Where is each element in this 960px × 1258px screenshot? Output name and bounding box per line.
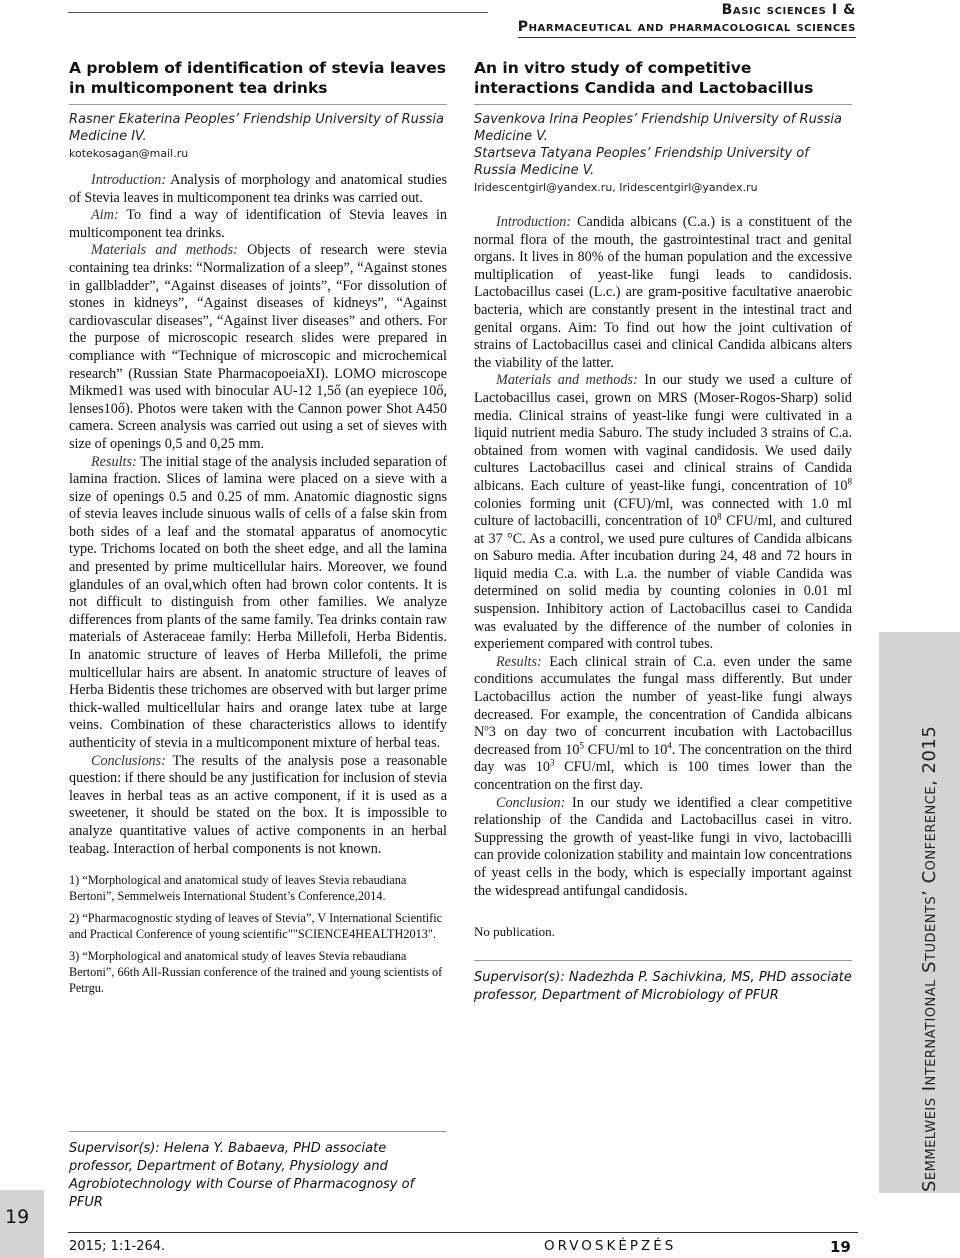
right-methods-text-b: colonies forming unit (CFU)/ml, was connected with 1.0 ml culture of lactobacilli, concentration of 10 xyxy=(474,495,852,530)
left-results-label: Results: xyxy=(91,453,137,470)
right-results-sup-3: 3 xyxy=(550,757,555,768)
left-methods xyxy=(69,242,447,453)
left-email: kotekosagan@mail.ru xyxy=(69,147,189,160)
right-intro-text: Candida albicans (C.a.) is a constituent of the normal flora of the mouth, the gastrointestinal tract and genital organs. It lives in 80% of the human population and the excessive multiplication of yeast-like fungi leads to candidosis. Lactobacillus casei (L.c.) are gram-positive facultative anaerobic bacteria, which are constantly present in the intestinal tract and genital organs. Aim: To find out how the joint cultivation of strains of Lactobacillus casei and clinical Candida albicans alters the viability of the latter. xyxy=(474,214,852,371)
right-author-1: Savenkova Irina Peoples’ Friendship University of Russia Medicine V. xyxy=(474,112,842,144)
left-supervisor: Supervisor(s): Helena Y. Babaeva, PHD associate professor, Department of Botany, Physiology and Agrobiotechnology with Course of Pharmacognosy of PFUR xyxy=(69,1131,447,1212)
right-results-label: Results: xyxy=(496,653,542,670)
left-results xyxy=(69,454,447,753)
right-results-text-c: CFU/ml to 10 xyxy=(583,741,668,758)
right-conclusion-text: In our study we identified a clear competitive relationship of the Candida and Lactobacillus casei in vitro. Suppressing the growth of yeast-like fungi in vivo, lactobacilli can provide colonization stability and maintain low concentrations of yeast cells in the body, which is especially important against the widespread antifungal candidosis. xyxy=(474,794,853,899)
right-article-title: An in vitro study of competitive interactions Candida and Lactobacillus xyxy=(474,59,814,97)
right-results-sup-4: 4 xyxy=(667,740,672,751)
left-article xyxy=(69,58,447,1002)
right-methods-text-c: CFU/ml, and cultured at 37 °C. As a control, we used pure cultures of Candida albicans on Saburo media. After incubation during 24, 48 and 72 hours in liquid media C.a. with L.a. the number of viable Candida was determined on solid media by counting colonies in 0.01 ml suspension. Inhibitory action of Lactobacillus casei to Candida was evaluated by the difference of the number of colonies in experiement compared with control tubes. xyxy=(474,513,852,653)
left-intro-text: Analysis of morphology and anatomical studies of Stevia leaves in multicomponent tea drinks was carried out. xyxy=(69,172,447,206)
right-email: Iridescentgirl@yandex.ru, Iridescentgirl@yandex.ru xyxy=(474,181,758,194)
right-results-text-b: 3 on day two of concurrent incubation with Lactobacillus decreased from 10 xyxy=(474,724,852,758)
right-methods xyxy=(474,372,852,654)
conference-sidebar-text: Semmelweis International Students’ Conference, 2015 xyxy=(919,725,940,1192)
conference-sidebar xyxy=(879,632,960,1193)
left-aim xyxy=(69,207,447,242)
reference-item: 1) “Morphological and anatomical study of leaves Stevia rebaudiana Bertoni”, Semmelweis International Student’s Conference,2014. xyxy=(69,873,407,904)
left-author: Rasner Ekaterina Peoples’ Friendship University of Russia Medicine IV. xyxy=(69,112,444,144)
section-header-line1: Basic sciences I & xyxy=(721,2,856,18)
left-introduction xyxy=(69,172,447,207)
right-author-2: Startseva Tatyana Peoples’ Friendship University of Russia Medicine V. xyxy=(474,146,809,178)
right-introduction xyxy=(474,214,852,372)
section-header-line2: Pharmaceutical and pharmacological sciences xyxy=(518,19,856,38)
right-results-text-d: . The concentration on the third day was 10 xyxy=(474,741,853,776)
footer-page-number: 19 xyxy=(830,1238,851,1256)
section-header xyxy=(518,2,856,38)
right-article xyxy=(474,58,852,1005)
right-results-sup-5: 5 xyxy=(579,740,584,751)
left-aim-label: Aim: xyxy=(91,207,119,224)
left-conclusions-text: The results of the analysis pose a reasonable question: if there should be any justification for inclusion of stevia leaves in herbal teas as an active component, if it is used as a sweetener, it should be stated on the box. It is impossible to analyze quantitative values of active components in an herbal teabag. Interaction of herbal components is not known. xyxy=(69,752,448,857)
right-methods-sup-a: 8 xyxy=(847,476,852,487)
right-title-divider xyxy=(474,104,852,105)
left-conclusions-label: Conclusions: xyxy=(91,752,166,769)
reference-item: 3) “Morphological and anatomical study of leaves Stevia rebaudiana Bertoni”, 66th All-Russian conference of the trained and young scientists of Petrgu. xyxy=(69,949,443,996)
side-page-tab xyxy=(0,1190,44,1258)
left-methods-label: Materials and methods: xyxy=(91,242,238,259)
right-conclusion-label: Conclusion: xyxy=(496,794,566,811)
right-results-text-a: Each clinical strain of C.a. even under the same conditions accumulates the fungal mass differently. But under Lactobacillus action the number of yeast-like fungi always decreased. For example, the concentration of Candida albicans N xyxy=(474,653,853,741)
left-intro-label: Introduction: xyxy=(91,172,167,188)
left-results-text: The initial stage of the analysis included separation of lamina fraction. Slices of lamina were placed on a sieve with a size of openings 0.5 and 0.25 of mm. Anatomic diagnostic signs of stevia leaves include sinuous walls of cells of a false skin from both sides of a leaf and the stomatal apparatus of anomocytic type. Trichoms located on both the sheet edge, and all the lamina and presented by prime multicellular hairs. Moreover, we found glandules of an oval,which often had brown color contents. It is not difficult to distinguish from other families. We analyze differences from plants of the same family. Tea drinks contain raw materials of Asteraceae family: Herba Millefoli, Herba Bidentis. In anatomic structure of leaves of Herba Millefoli, the prime multicellular hairs are absent. In anatomic structure of leaves of Herba Bidentis these trichomes are observed with but larger prime thick-walled multicellular hairs and orange latex tube at large veins. Combination of these characteristics allows to identify authenticity of stevia in a multicomponent mixture of herbal teas. xyxy=(69,453,447,751)
header-rule xyxy=(68,12,488,13)
footer-citation: 2015; 1:1-264. xyxy=(69,1239,166,1254)
left-title-divider xyxy=(69,104,447,105)
right-methods-label: Materials and methods: xyxy=(496,372,638,389)
right-supervisor: Supervisor(s): Nadezhda P. Sachivkina, MS, PHD associate professor, Department of Microbiology of PFUR xyxy=(474,960,852,1005)
right-intro-label: Introduction: xyxy=(496,214,572,230)
right-methods-sup-b: 8 xyxy=(717,511,722,522)
no-publication-note: No publication. xyxy=(474,924,555,940)
left-methods-text: Objects of research were stevia containing tea drinks: “Normalization of a sleep”, “Against stones in gallbladder”, “Against diseases of joints”, “For dissolution of stones in kidneys”, “Against diseases of kidneys”, “Against cardiovascular diseases”, “Against liver diseases” and others. For the purpose of microscopic research slides were prepared in compliance with “Technique of microscopic and microchemical research” (Russian State PharmacopoeiaXI). LOMO microscope Mikmed1 was used with binocular AU-12 1,5ő (an eyepiece 10ő, lenses10ő). Photos were taken with the Cannon power Shot A450 camera. Screen analysis was carried out using a set of sieves with size of openings 0,5 and 0,25 mm. xyxy=(69,242,448,452)
footer-rule xyxy=(68,1232,858,1233)
left-aim-text: To find a way of identification of Stevia leaves in multicomponent tea drinks. xyxy=(69,207,447,241)
left-references xyxy=(69,872,447,996)
right-results-sup-o: o xyxy=(484,722,489,733)
left-conclusions xyxy=(69,753,447,859)
right-results-text-e: CFU/ml, which is 100 times lower than the concentration on the first day. xyxy=(474,759,852,793)
left-article-title: A problem of identification of stevia leaves in multicomponent tea drinks xyxy=(69,59,446,97)
right-conclusion xyxy=(474,795,852,901)
right-results xyxy=(474,654,852,795)
side-page-number: 19 xyxy=(5,1206,30,1228)
footer-journal: ORVOSKÉPZÉS xyxy=(544,1238,677,1254)
right-methods-text-a: In our study we used a culture of Lactobacillus casei, grown on MRS (Moser-Rogos-Sharp) solid media. Clinical strains of yeast-like fungi were cultivated in a liquid nutrient media Saburo. The study included 3 strains of C.a. obtained from women with vaginal candidosis. We used daily cultures Lactobacillus casei and clinical strains of Candida albicans. Each culture of yeast-like fungi, concentration of 10 xyxy=(474,372,853,494)
reference-item: 2) “Pharmacognostic styding of leaves of Stevia”, V International Scientific and Practical Conference of young scientific""SCIENCE4HEALTH2013". xyxy=(69,911,443,942)
